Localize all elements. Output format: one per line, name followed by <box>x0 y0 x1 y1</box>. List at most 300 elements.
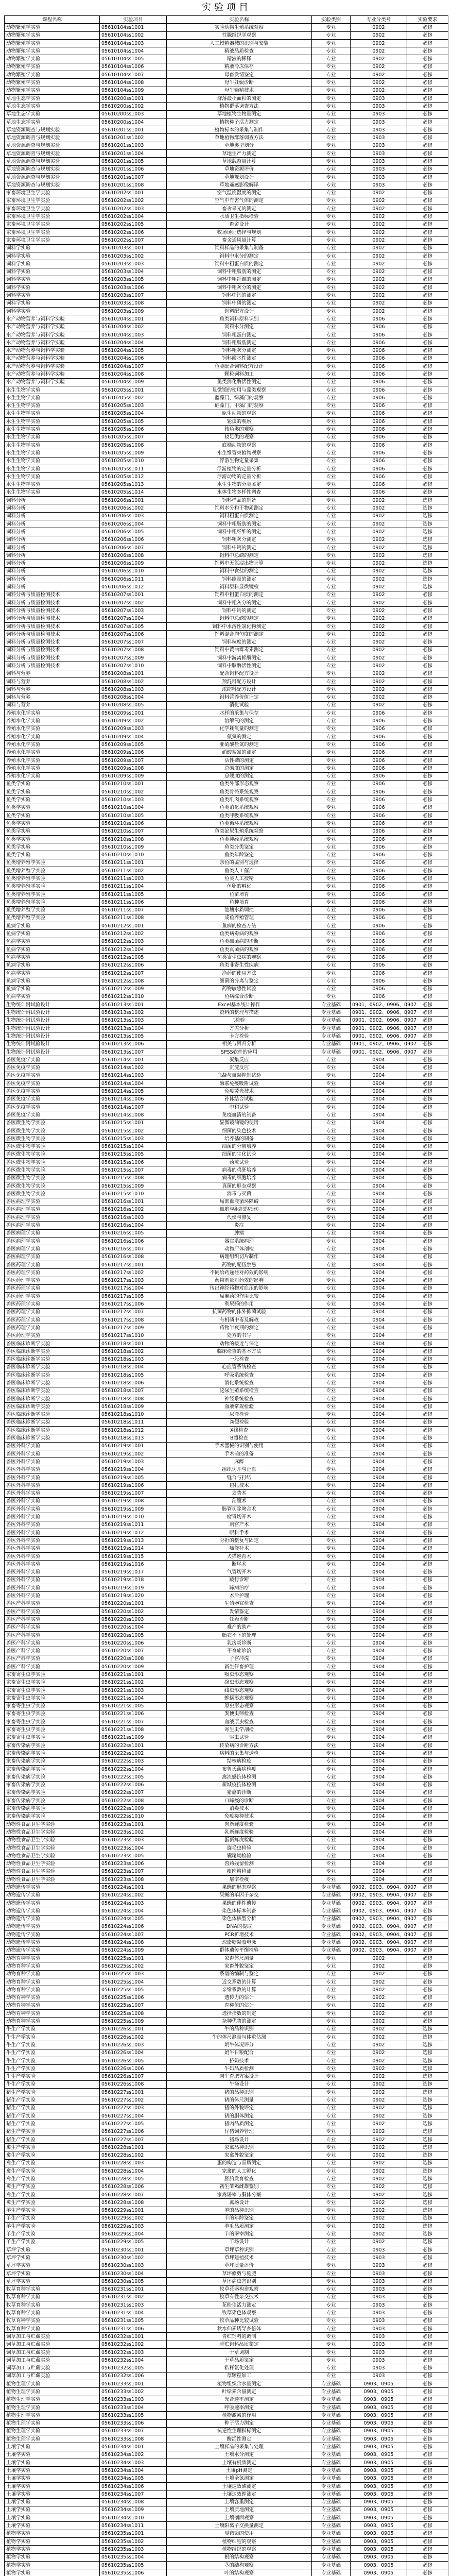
requirement-cell: 必修 <box>407 410 448 417</box>
course-name-cell: 家畜寄生虫学实验 <box>5 1694 100 1702</box>
experiment-id-cell: 05610208ss1002 <box>100 677 167 685</box>
category-cell: 专业 <box>312 1466 351 1473</box>
experiment-id-cell: 05610206ss1010 <box>100 567 167 575</box>
table-row <box>5 31 448 39</box>
requirement-cell: 必修 <box>407 591 448 599</box>
experiment-id-cell: 05610206ss1004 <box>100 520 167 528</box>
category-cell: 专业 <box>312 2073 351 2080</box>
category-cell: 专业 <box>312 2144 351 2151</box>
course-name-cell: 饲草加工与贮藏实验 <box>5 2357 100 2364</box>
experiment-name-cell: 草地植物群落调查方法 <box>167 134 312 142</box>
major-code-cell: 0903 <box>351 2341 407 2348</box>
table-row <box>5 1820 448 1828</box>
experiment-id-cell: 05610205ss1009 <box>100 449 167 457</box>
requirement-cell: 必修 <box>407 268 448 276</box>
experiment-name-cell: 新生仔畜护理 <box>167 1663 312 1671</box>
experiment-id-cell: 05610222ss1010 <box>100 1812 167 1820</box>
major-code-cell: 0902 <box>351 670 407 677</box>
course-name-cell: 兽医病理学实验 <box>5 1253 100 1261</box>
requirement-cell: 必修 <box>407 488 448 496</box>
major-code-cell: 0906 <box>351 323 407 331</box>
category-cell: 专业 <box>312 2246 351 2254</box>
category-cell: 专业基础 <box>312 2419 351 2427</box>
course-name-cell: 草地资源调查与规划实验 <box>5 150 100 158</box>
course-name-cell: 植物生理学实验 <box>5 2380 100 2388</box>
category-cell: 专业 <box>312 71 351 79</box>
table-row <box>5 276 448 283</box>
category-cell: 专业 <box>312 363 351 370</box>
experiment-id-cell: 05610214ss1008 <box>100 1111 167 1119</box>
major-code-cell: 0903、0905 <box>351 2546 407 2553</box>
major-code-cell: 0902 <box>351 2049 407 2057</box>
experiment-id-cell: 05610210ss1003 <box>100 796 167 804</box>
experiment-name-cell: 培养基的制备 <box>167 1135 312 1143</box>
table-row <box>5 1190 448 1198</box>
category-cell: 专业 <box>312 465 351 472</box>
experiment-name-cell: 利尿药的作用 <box>167 1300 312 1308</box>
experiment-id-cell: 05610230ss1004 <box>100 2269 167 2277</box>
course-name-cell: 兽医药理学实验 <box>5 1332 100 1340</box>
course-name-cell: 饲料分析与质量检测技术 <box>5 622 100 630</box>
table-row <box>5 173 448 181</box>
requirement-cell: 必修 <box>407 2309 448 2317</box>
requirement-cell: 必修 <box>407 1371 448 1379</box>
major-code-cell: 0904 <box>351 1371 407 1379</box>
table-row <box>5 993 448 1001</box>
experiment-id-cell: 05610210ss1002 <box>100 788 167 796</box>
category-cell: 专业 <box>312 2104 351 2112</box>
course-name-cell: 土壤学实验 <box>5 2443 100 2451</box>
experiment-id-cell: 05610227ss1002 <box>100 2096 167 2104</box>
requirement-cell: 必修 <box>407 2443 448 2451</box>
table-row <box>5 1970 448 1978</box>
category-cell: 专业 <box>312 1978 351 1986</box>
table-row <box>5 2120 448 2128</box>
experiment-name-cell: 粪便检验 <box>167 1418 312 1426</box>
experiment-id-cell: 05610104ss1006 <box>100 63 167 71</box>
experiment-name-cell: 猪的品种识别 <box>167 2089 312 2096</box>
experiment-name-cell: 口蹄疫的诊断 <box>167 1797 312 1805</box>
experiment-id-cell: 05610211ss1008 <box>100 914 167 922</box>
table-row <box>5 1016 448 1024</box>
experiment-id-cell: 05610210ss1009 <box>100 843 167 851</box>
major-code-cell: 0903 <box>351 103 407 110</box>
experiment-name-cell: 生殖器官检查 <box>167 1600 312 1607</box>
major-code-cell: 0902 <box>351 47 407 55</box>
experiment-name-cell: 显微镜的使用 <box>167 2530 312 2537</box>
major-code-cell: 0903、0905 <box>351 2522 407 2530</box>
experiment-name-cell: 果蝇的单因子杂交 <box>167 1891 312 1899</box>
course-name-cell: 饲料分析与质量检测技术 <box>5 631 100 638</box>
experiment-name-cell: 牧草有性杂交技术 <box>167 2293 312 2301</box>
major-code-cell: 0904 <box>351 1860 407 1868</box>
major-code-cell: 0904 <box>351 1387 407 1395</box>
requirement-cell: 选修 <box>407 567 448 575</box>
course-name-cell: 兽医临床诊断学实验 <box>5 1348 100 1355</box>
experiment-id-cell: 05610212ss1002 <box>100 930 167 938</box>
category-cell: 专业 <box>312 1427 351 1434</box>
category-cell: 专业基础 <box>312 2522 351 2530</box>
table-row <box>5 1284 448 1292</box>
experiment-id-cell: 05610218ss1008 <box>100 1395 167 1402</box>
experiment-id-cell: 05610215ss1001 <box>100 1119 167 1127</box>
requirement-cell: 必修 <box>407 1332 448 1340</box>
category-cell: 专业 <box>312 2120 351 2128</box>
course-name-cell: 牛生产学实验 <box>5 2033 100 2041</box>
course-name-cell: 饲料学实验 <box>5 252 100 260</box>
category-cell: 专业 <box>312 110 351 118</box>
requirement-cell: 必修 <box>407 1537 448 1545</box>
experiment-id-cell: 05610235ss1006 <box>100 2569 167 2576</box>
requirement-cell: 必修 <box>407 2569 448 2576</box>
requirement-cell: 必修 <box>407 1095 448 1103</box>
requirement-cell: 必修 <box>407 2522 448 2530</box>
course-name-cell: 鱼类增养殖学实验 <box>5 914 100 922</box>
course-name-cell: 牛生产学实验 <box>5 2080 100 2088</box>
major-code-cell: 0904 <box>351 1088 407 1095</box>
experiment-id-cell: 05610208ss1003 <box>100 686 167 693</box>
table-row <box>5 1529 448 1537</box>
course-name-cell: 动物繁殖学实验 <box>5 24 100 31</box>
requirement-cell: 必修 <box>407 2482 448 2490</box>
experiment-id-cell: 05610213ss1003 <box>100 1016 167 1024</box>
category-cell: 专业 <box>312 1450 351 1458</box>
requirement-cell: 必修 <box>407 299 448 307</box>
experiment-name-cell: 牛的品种识别 <box>167 2025 312 2033</box>
table-row <box>5 1946 448 1954</box>
experiment-name-cell: 果蝇的形态观察 <box>167 1884 312 1891</box>
table-row <box>5 1631 448 1639</box>
major-code-cell: 0904 <box>351 1623 407 1631</box>
major-code-cell: 0906 <box>351 851 407 859</box>
table-row <box>5 2467 448 2475</box>
major-code-cell: 0904 <box>351 1253 407 1261</box>
major-code-cell: 0903、0905 <box>351 2498 407 2506</box>
experiment-id-cell: 05610219ss1019 <box>100 1584 167 1592</box>
major-code-cell: 0904 <box>351 1434 407 1442</box>
requirement-cell: 必修 <box>407 1718 448 1726</box>
major-code-cell: 0904 <box>351 1742 407 1750</box>
course-name-cell: 植物生理学实验 <box>5 2427 100 2435</box>
major-code-cell: 0904 <box>351 1497 407 1505</box>
table-row <box>5 1355 448 1363</box>
table-row <box>5 1040 448 1048</box>
experiment-id-cell: 05610227ss1003 <box>100 2104 167 2112</box>
requirement-cell: 选修 <box>407 2159 448 2167</box>
experiment-id-cell: 05610234ss1001 <box>100 2443 167 2451</box>
table-row <box>5 1584 448 1592</box>
requirement-cell: 必修 <box>407 94 448 102</box>
course-name-cell: 水产动物营养与饲料学实验 <box>5 354 100 362</box>
experiment-id-cell: 05610218ss1010 <box>100 1411 167 1418</box>
experiment-id-cell: 05610235ss1001 <box>100 2530 167 2537</box>
course-name-cell: 兽医免疫学实验 <box>5 1103 100 1111</box>
table-row <box>5 725 448 733</box>
experiment-id-cell: 05610207ss1009 <box>100 654 167 662</box>
experiment-name-cell: 水生生物的分类鉴定 <box>167 481 312 488</box>
requirement-cell: 必修 <box>407 2530 448 2537</box>
requirement-cell: 必修 <box>407 1497 448 1505</box>
course-name-cell: 兽医产科学实验 <box>5 1623 100 1631</box>
experiment-id-cell: 05610216ss1008 <box>100 1253 167 1261</box>
requirement-cell: 必修 <box>407 1025 448 1032</box>
experiment-name-cell: 局麻药的作用比较 <box>167 1293 312 1300</box>
table-row <box>5 1127 448 1134</box>
major-code-cell: 0904 <box>351 1805 407 1812</box>
experiment-name-cell: 病毒的鸡胚培养 <box>167 1166 312 1174</box>
requirement-cell: 选修 <box>407 2104 448 2112</box>
experiment-id-cell: 05610229ss1001 <box>100 2207 167 2214</box>
table-row <box>5 1166 448 1174</box>
requirement-cell: 必修 <box>407 1836 448 1844</box>
course-name-cell: 养殖水化学实验 <box>5 741 100 749</box>
category-cell: 专业 <box>312 24 351 31</box>
category-cell: 专业 <box>312 1206 351 1213</box>
course-name-cell: 牛生产学实验 <box>5 2025 100 2033</box>
experiment-id-cell: 05610206ss1001 <box>100 497 167 504</box>
major-code-cell: 0903 <box>351 134 407 142</box>
requirement-cell: 选修 <box>407 2214 448 2222</box>
table-row <box>5 87 448 94</box>
major-code-cell: 0902 <box>351 1955 407 1962</box>
course-name-cell: 兽医临床诊断学实验 <box>5 1355 100 1363</box>
experiment-id-cell: 05610221ss1005 <box>100 1702 167 1710</box>
category-cell: 专业 <box>312 2214 351 2222</box>
requirement-cell: 必修 <box>407 2333 448 2341</box>
course-name-cell: 植物学实验 <box>5 2530 100 2537</box>
category-cell: 专业 <box>312 1663 351 1671</box>
course-name-cell: 土壤学实验 <box>5 2451 100 2459</box>
major-code-cell: 0903、0905 <box>351 2561 407 2569</box>
experiment-id-cell: 05610208ss1001 <box>100 670 167 677</box>
requirement-cell: 选修 <box>407 2128 448 2136</box>
course-name-cell: 兽医药理学实验 <box>5 1300 100 1308</box>
major-code-cell: 0904 <box>351 1072 407 1079</box>
course-name-cell: 兽医外科学实验 <box>5 1442 100 1450</box>
course-name-cell: 猪生产学实验 <box>5 2128 100 2136</box>
major-code-cell: 0906 <box>351 331 407 338</box>
experiment-id-cell: 05610232ss1006 <box>100 2372 167 2380</box>
table-row <box>5 520 448 528</box>
experiment-id-cell: 05610209ss1001 <box>100 709 167 717</box>
category-cell: 专业 <box>312 646 351 654</box>
experiment-id-cell: 05610218ss1003 <box>100 1355 167 1363</box>
requirement-cell: 必修 <box>407 236 448 244</box>
category-cell: 专业 <box>312 1159 351 1166</box>
course-name-cell: 养殖水化学实验 <box>5 756 100 764</box>
experiment-id-cell: 05610212ss1006 <box>100 961 167 969</box>
requirement-cell: 选修 <box>407 2025 448 2033</box>
course-name-cell: 兽医外科学实验 <box>5 1513 100 1521</box>
course-name-cell: 兽医外科学实验 <box>5 1561 100 1568</box>
experiment-id-cell: 05610206ss1011 <box>100 575 167 583</box>
requirement-cell: 必修 <box>407 1545 448 1552</box>
course-name-cell: 动物繁殖学实验 <box>5 63 100 71</box>
category-cell: 专业 <box>312 875 351 883</box>
category-cell: 专业 <box>312 575 351 583</box>
course-name-cell: 动物育种学实验 <box>5 1962 100 1970</box>
major-code-cell: 0902 <box>351 2191 407 2198</box>
major-code-cell: 0904 <box>351 1442 407 1450</box>
table-row <box>5 2010 448 2018</box>
major-code-cell: 0902 <box>351 2223 407 2230</box>
course-name-cell: 兽医免疫学实验 <box>5 1064 100 1072</box>
major-code-cell: 0906 <box>351 954 407 961</box>
table-row <box>5 370 448 378</box>
category-cell: 专业 <box>312 1072 351 1079</box>
course-name-cell: 饲料分析 <box>5 544 100 551</box>
header-experiment-name: 实验名称 <box>167 16 312 24</box>
table-row <box>5 804 448 811</box>
category-cell: 专业 <box>312 1552 351 1560</box>
requirement-cell: 必修 <box>407 1671 448 1679</box>
major-code-cell: 0903、0905 <box>351 2380 407 2388</box>
table-row <box>5 1427 448 1434</box>
requirement-cell: 必修 <box>407 1308 448 1316</box>
major-code-cell: 0902 <box>351 276 407 283</box>
major-code-cell: 0904 <box>351 1828 407 1836</box>
experiment-id-cell: 05610207ss1008 <box>100 646 167 654</box>
major-code-cell: 0904 <box>351 1473 407 1481</box>
experiment-name-cell: 猪肉品质测定 <box>167 2120 312 2128</box>
table-row <box>5 2002 448 2009</box>
requirement-cell: 必修 <box>407 173 448 181</box>
category-cell: 专业 <box>312 1545 351 1552</box>
experiment-name-cell: 病毒的细胞培养 <box>167 1174 312 1182</box>
experiment-name-cell: 鱼类循环系统观察 <box>167 820 312 827</box>
table-row <box>5 1592 448 1600</box>
experiment-id-cell: 05610228ss1002 <box>100 2151 167 2159</box>
requirement-cell: 必修 <box>407 1198 448 1206</box>
table-row <box>5 796 448 804</box>
course-name-cell: 饲草加工与贮藏实验 <box>5 2348 100 2356</box>
category-cell: 专业 <box>312 1095 351 1103</box>
experiment-name-cell: 饲料粗灰分测定 <box>167 347 312 354</box>
experiment-id-cell: 05610201ss1002 <box>100 134 167 142</box>
experiment-id-cell: 05610222ss1004 <box>100 1765 167 1773</box>
course-name-cell: 兽医免疫学实验 <box>5 1080 100 1088</box>
requirement-cell: 必修 <box>407 1962 448 1970</box>
course-name-cell: 动物遗传学实验 <box>5 1915 100 1923</box>
experiment-id-cell: 05610205ss1008 <box>100 442 167 449</box>
experiment-id-cell: 05610235ss1005 <box>100 2561 167 2569</box>
course-name-cell: 水生生物学实验 <box>5 465 100 472</box>
experiment-id-cell: 05610221ss1008 <box>100 1726 167 1734</box>
category-cell: 专业 <box>312 497 351 504</box>
major-code-cell: 0904 <box>351 1876 407 1884</box>
category-cell: 专业 <box>312 394 351 402</box>
requirement-cell: 必修 <box>407 221 448 228</box>
requirement-cell: 必修 <box>407 622 448 630</box>
requirement-cell: 必修 <box>407 1734 448 1741</box>
experiment-name-cell: 母牛输精技术 <box>167 87 312 94</box>
experiment-name-cell: 土壤质地测定 <box>167 2506 312 2514</box>
experiment-name-cell: 植物群落调查方法 <box>167 103 312 110</box>
course-name-cell: 饲料与营养 <box>5 677 100 685</box>
requirement-cell: 必修 <box>407 2317 448 2325</box>
course-name-cell: 动物性食品卫生学实验 <box>5 1868 100 1875</box>
table-row <box>5 1607 448 1615</box>
requirement-cell: 必修 <box>407 765 448 772</box>
requirement-cell: 必修 <box>407 1970 448 1978</box>
table-row <box>5 386 448 394</box>
experiment-name-cell: DNA的提取 <box>167 1923 312 1930</box>
category-cell: 专业 <box>312 938 351 945</box>
major-code-cell: 0904 <box>351 1694 407 1702</box>
experiment-name-cell: 土壤速效钾测定 <box>167 2490 312 2498</box>
category-cell: 专业 <box>312 79 351 87</box>
table-row <box>5 1734 448 1741</box>
course-name-cell: 兽医微生物学实验 <box>5 1150 100 1158</box>
major-code-cell: 0902 <box>351 615 407 622</box>
experiment-name-cell: 细菌的分离与鉴定 <box>167 977 312 985</box>
category-cell: 专业 <box>312 1411 351 1418</box>
requirement-cell: 必修 <box>407 2467 448 2475</box>
requirement-cell: 必修 <box>407 134 448 142</box>
major-code-cell: 0902 <box>351 63 407 71</box>
table-row <box>5 158 448 165</box>
major-code-cell: 0903、0905 <box>351 2443 407 2451</box>
major-code-cell: 0906 <box>351 339 407 347</box>
experiment-id-cell: 05610202ss1003 <box>100 205 167 213</box>
requirement-cell: 选修 <box>407 2207 448 2214</box>
experiment-name-cell: 浮游植物的定量分析 <box>167 465 312 472</box>
course-name-cell: 饲料分析与质量检测技术 <box>5 615 100 622</box>
requirement-cell: 必修 <box>407 2396 448 2403</box>
table-row <box>5 1561 448 1568</box>
experiment-name-cell: 家禽的人工孵化 <box>167 2167 312 2175</box>
experiment-name-cell: 饲料能量的测定 <box>167 575 312 583</box>
experiment-name-cell: 瘦肉精检测 <box>167 1868 312 1875</box>
requirement-cell: 必修 <box>407 1159 448 1166</box>
requirement-cell: 必修 <box>407 1561 448 1568</box>
major-code-cell: 0902 <box>351 2057 407 2064</box>
category-cell: 专业 <box>312 756 351 764</box>
experiment-id-cell: 05610234ss1005 <box>100 2475 167 2482</box>
category-cell: 专业 <box>312 331 351 338</box>
major-code-cell: 0904 <box>351 1238 407 1245</box>
requirement-cell: 必修 <box>407 851 448 859</box>
category-cell: 专业基础 <box>312 2459 351 2467</box>
table-row <box>5 536 448 544</box>
experiment-id-cell: 05610212ss1001 <box>100 922 167 930</box>
table-row <box>5 2207 448 2214</box>
experiment-name-cell: 土壤容重测定 <box>167 2498 312 2506</box>
category-cell: 专业 <box>312 205 351 213</box>
requirement-cell: 必修 <box>407 1789 448 1797</box>
experiment-name-cell: 池塘水质调控 <box>167 906 312 914</box>
category-cell: 专业 <box>312 1434 351 1442</box>
course-name-cell: 兽医免疫学实验 <box>5 1095 100 1103</box>
experiment-name-cell: 组织切开与止血 <box>167 1466 312 1473</box>
major-code-cell: 0902 <box>351 622 407 630</box>
experiment-name-cell: 总碱度的测定 <box>167 765 312 772</box>
experiment-id-cell: 05610225ss1008 <box>100 2010 167 2018</box>
requirement-cell: 必修 <box>407 339 448 347</box>
course-name-cell: 鱼类学实验 <box>5 835 100 843</box>
experiment-name-cell: 枝角类的观察 <box>167 426 312 433</box>
course-name-cell: 水生生物学实验 <box>5 433 100 441</box>
course-name-cell: 兽医微生物学实验 <box>5 1127 100 1134</box>
requirement-cell: 必修 <box>407 670 448 677</box>
experiment-id-cell: 05610219ss1001 <box>100 1442 167 1450</box>
major-code-cell: 0904 <box>351 1064 407 1072</box>
course-name-cell: 草地资源调查与规划实验 <box>5 142 100 149</box>
requirement-cell: 选修 <box>407 2136 448 2143</box>
course-name-cell: 动物性食品卫生学实验 <box>5 1828 100 1836</box>
experiment-id-cell: 05610202ss1006 <box>100 229 167 236</box>
experiment-id-cell: 05610230ss1001 <box>100 2246 167 2254</box>
